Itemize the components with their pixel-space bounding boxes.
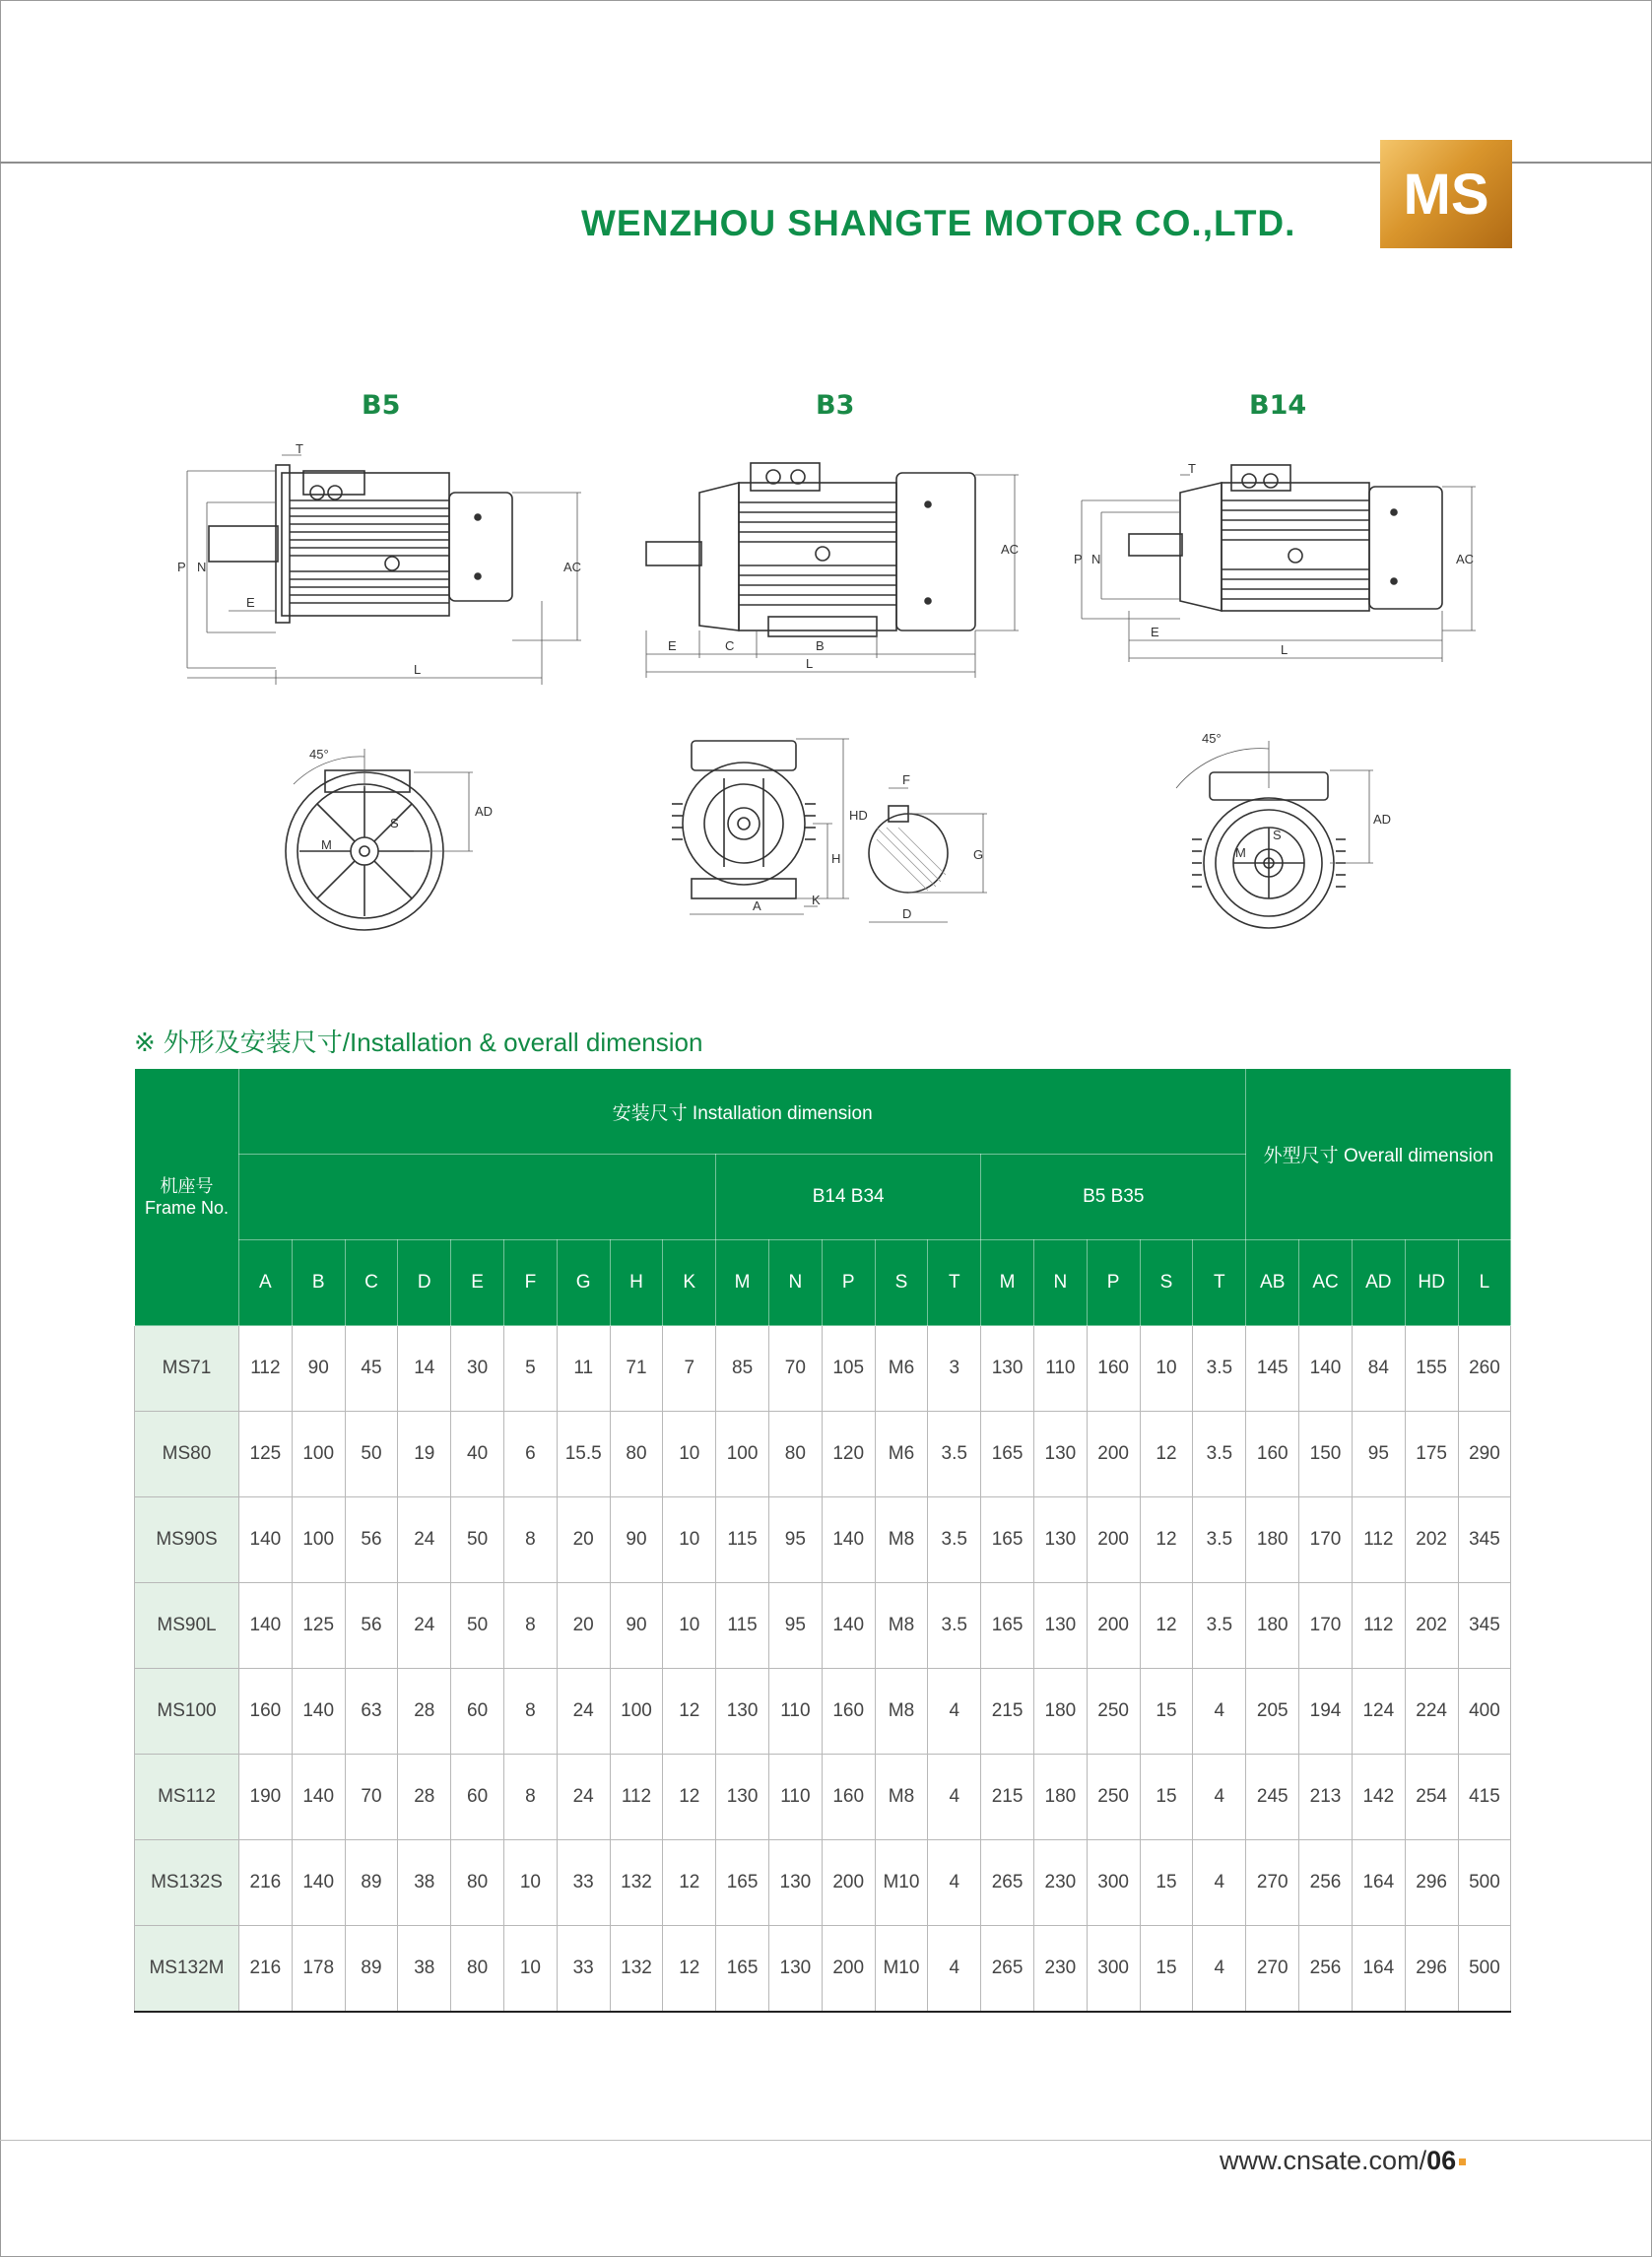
value-cell: 170 xyxy=(1299,1497,1353,1583)
value-cell: 140 xyxy=(292,1755,345,1840)
table-row xyxy=(135,1669,1511,1755)
value-cell: 215 xyxy=(981,1669,1034,1755)
value-cell: 160 xyxy=(1246,1412,1299,1497)
value-cell: 90 xyxy=(610,1497,663,1583)
value-cell: 130 xyxy=(1033,1412,1087,1497)
value-cell: 80 xyxy=(451,1840,504,1926)
column-header: G xyxy=(557,1240,610,1326)
page-mark-icon xyxy=(1459,2158,1466,2165)
value-cell: 194 xyxy=(1299,1669,1353,1755)
value-cell: M6 xyxy=(875,1412,928,1497)
b14-label-e: E xyxy=(1151,625,1159,639)
value-cell: 4 xyxy=(928,1755,981,1840)
value-cell: 140 xyxy=(239,1497,293,1583)
frame-cell: MS132S xyxy=(135,1840,239,1926)
value-cell: 15 xyxy=(1140,1669,1193,1755)
b5-label-m: M xyxy=(321,837,332,852)
value-cell: 89 xyxy=(345,1840,398,1926)
value-cell: 90 xyxy=(610,1583,663,1669)
value-cell: 200 xyxy=(1087,1497,1140,1583)
value-cell: 140 xyxy=(239,1583,293,1669)
value-cell: 85 xyxy=(716,1326,769,1412)
value-cell: 112 xyxy=(610,1755,663,1840)
value-cell: 300 xyxy=(1087,1840,1140,1926)
b3-label-b: B xyxy=(816,638,825,653)
b14-label-angle: 45° xyxy=(1202,731,1222,746)
value-cell: 3 xyxy=(928,1326,981,1412)
value-cell: 150 xyxy=(1299,1412,1353,1497)
b3-label-k: K xyxy=(812,893,821,907)
value-cell: 270 xyxy=(1246,1840,1299,1926)
value-cell: 50 xyxy=(345,1412,398,1497)
b5-label-e: E xyxy=(246,595,255,610)
value-cell: 175 xyxy=(1405,1412,1458,1497)
value-cell: M8 xyxy=(875,1669,928,1755)
b3-label-hd: HD xyxy=(849,808,868,823)
value-cell: 178 xyxy=(292,1926,345,2013)
column-header: A xyxy=(239,1240,293,1326)
table-row xyxy=(135,1926,1511,2013)
value-cell: 95 xyxy=(768,1583,822,1669)
value-cell: 230 xyxy=(1033,1926,1087,2013)
column-header: M xyxy=(716,1240,769,1326)
b14-b34-header: B14 B34 xyxy=(716,1155,981,1240)
value-cell: 112 xyxy=(1352,1497,1405,1583)
value-cell: 15 xyxy=(1140,1755,1193,1840)
value-cell: 205 xyxy=(1246,1669,1299,1755)
view-label-b5: B5 xyxy=(362,390,401,421)
value-cell: 70 xyxy=(345,1755,398,1840)
installation-dimension-header: 安装尺寸 Installation dimension xyxy=(239,1069,1246,1155)
b5-label-l: L xyxy=(414,662,422,677)
value-cell: 130 xyxy=(716,1669,769,1755)
value-cell: 3.5 xyxy=(1193,1497,1246,1583)
value-cell: 89 xyxy=(345,1926,398,2013)
value-cell: 200 xyxy=(1087,1583,1140,1669)
value-cell: 3.5 xyxy=(928,1497,981,1583)
view-label-b3: B3 xyxy=(816,390,855,421)
value-cell: 80 xyxy=(610,1412,663,1497)
b14-label-l: L xyxy=(1281,642,1289,657)
value-cell: 300 xyxy=(1087,1926,1140,2013)
value-cell: 38 xyxy=(398,1926,451,2013)
value-cell: 213 xyxy=(1299,1755,1353,1840)
column-header: P xyxy=(1087,1240,1140,1326)
column-header: AC xyxy=(1299,1240,1353,1326)
value-cell: M8 xyxy=(875,1755,928,1840)
b3-label-a: A xyxy=(753,898,761,913)
value-cell: 140 xyxy=(1299,1326,1353,1412)
b3-label-c: C xyxy=(725,638,735,653)
value-cell: 7 xyxy=(663,1326,716,1412)
column-header: T xyxy=(1193,1240,1246,1326)
value-cell: 160 xyxy=(239,1669,293,1755)
value-cell: 130 xyxy=(1033,1497,1087,1583)
value-cell: 24 xyxy=(557,1755,610,1840)
value-cell: 30 xyxy=(451,1326,504,1412)
value-cell: 24 xyxy=(398,1497,451,1583)
value-cell: 60 xyxy=(451,1669,504,1755)
value-cell: 100 xyxy=(292,1412,345,1497)
value-cell: 105 xyxy=(822,1326,875,1412)
value-cell: 8 xyxy=(503,1755,557,1840)
value-cell: 216 xyxy=(239,1840,293,1926)
b5-label-s: S xyxy=(390,816,399,830)
value-cell: 12 xyxy=(663,1926,716,2013)
reference-mark: ※ xyxy=(134,1028,156,1057)
value-cell: 70 xyxy=(768,1326,822,1412)
value-cell: 160 xyxy=(822,1755,875,1840)
value-cell: 10 xyxy=(663,1497,716,1583)
value-cell: 8 xyxy=(503,1497,557,1583)
value-cell: 12 xyxy=(1140,1412,1193,1497)
value-cell: 3.5 xyxy=(1193,1583,1246,1669)
value-cell: 5 xyxy=(503,1326,557,1412)
value-cell: M10 xyxy=(875,1926,928,2013)
value-cell: 140 xyxy=(822,1583,875,1669)
company-name: WENZHOU SHANGTE MOTOR CO.,LTD. xyxy=(581,203,1296,243)
b14-side-drawing xyxy=(1074,453,1478,670)
value-cell: 4 xyxy=(928,1926,981,2013)
footer-rule xyxy=(0,2140,1652,2141)
value-cell: 8 xyxy=(503,1669,557,1755)
value-cell: 230 xyxy=(1033,1840,1087,1926)
value-cell: 3.5 xyxy=(928,1583,981,1669)
value-cell: 10 xyxy=(503,1926,557,2013)
value-cell: 202 xyxy=(1405,1583,1458,1669)
table-row xyxy=(135,1755,1511,1840)
value-cell: 95 xyxy=(1352,1412,1405,1497)
value-cell: 290 xyxy=(1458,1412,1511,1497)
value-cell: 164 xyxy=(1352,1926,1405,2013)
b3-label-g: G xyxy=(973,847,984,862)
value-cell: 140 xyxy=(292,1840,345,1926)
value-cell: 80 xyxy=(451,1926,504,2013)
value-cell: 415 xyxy=(1458,1755,1511,1840)
value-cell: 145 xyxy=(1246,1326,1299,1412)
table-row xyxy=(135,1583,1511,1669)
value-cell: 115 xyxy=(716,1497,769,1583)
b3-side-drawing xyxy=(640,443,1034,680)
value-cell: 400 xyxy=(1458,1669,1511,1755)
value-cell: M10 xyxy=(875,1840,928,1926)
column-header: M xyxy=(981,1240,1034,1326)
column-header: D xyxy=(398,1240,451,1326)
value-cell: 125 xyxy=(239,1412,293,1497)
column-header: H xyxy=(610,1240,663,1326)
value-cell: 216 xyxy=(239,1926,293,2013)
value-cell: 50 xyxy=(451,1497,504,1583)
value-cell: 265 xyxy=(981,1926,1034,2013)
value-cell: 115 xyxy=(716,1583,769,1669)
value-cell: 20 xyxy=(557,1583,610,1669)
value-cell: 12 xyxy=(663,1755,716,1840)
b5-b35-header: B5 B35 xyxy=(981,1155,1246,1240)
value-cell: 28 xyxy=(398,1669,451,1755)
column-header-row xyxy=(135,1240,1511,1326)
frame-cell: MS90L xyxy=(135,1583,239,1669)
value-cell: 170 xyxy=(1299,1583,1353,1669)
value-cell: M6 xyxy=(875,1326,928,1412)
b14-front-drawing xyxy=(1162,729,1399,946)
value-cell: 215 xyxy=(981,1755,1034,1840)
column-header: E xyxy=(451,1240,504,1326)
b3-front-drawing xyxy=(670,729,1005,936)
b14-label-ad: AD xyxy=(1373,812,1392,827)
b5-label-angle: 45° xyxy=(309,747,329,762)
value-cell: 165 xyxy=(981,1583,1034,1669)
value-cell: 132 xyxy=(610,1840,663,1926)
b3-label-d: D xyxy=(902,906,912,921)
value-cell: 90 xyxy=(292,1326,345,1412)
b3-label-l: L xyxy=(806,656,814,671)
value-cell: 345 xyxy=(1458,1497,1511,1583)
value-cell: 254 xyxy=(1405,1755,1458,1840)
value-cell: 6 xyxy=(503,1412,557,1497)
column-header: B xyxy=(292,1240,345,1326)
table-row xyxy=(135,1326,1511,1412)
b14-label-ac: AC xyxy=(1456,552,1475,566)
value-cell: 250 xyxy=(1087,1755,1140,1840)
value-cell: 224 xyxy=(1405,1669,1458,1755)
value-cell: 142 xyxy=(1352,1755,1405,1840)
value-cell: 140 xyxy=(292,1669,345,1755)
value-cell: 500 xyxy=(1458,1840,1511,1926)
frame-cell: MS112 xyxy=(135,1755,239,1840)
value-cell: 84 xyxy=(1352,1326,1405,1412)
value-cell: 165 xyxy=(981,1412,1034,1497)
value-cell: 12 xyxy=(1140,1583,1193,1669)
value-cell: 3.5 xyxy=(1193,1412,1246,1497)
b5-label-n: N xyxy=(197,560,207,574)
base-group-header xyxy=(239,1155,716,1240)
value-cell: 10 xyxy=(663,1412,716,1497)
value-cell: 100 xyxy=(610,1669,663,1755)
value-cell: 165 xyxy=(716,1926,769,2013)
section-title-text: 外形及安装尺寸/Installation & overall dimension xyxy=(163,1028,703,1057)
frame-cell: MS90S xyxy=(135,1497,239,1583)
table-body xyxy=(135,1326,1511,2013)
value-cell: 345 xyxy=(1458,1583,1511,1669)
value-cell: 265 xyxy=(981,1840,1034,1926)
b3-label-f: F xyxy=(902,772,910,787)
b3-label-ac: AC xyxy=(1001,542,1020,557)
value-cell: 110 xyxy=(1033,1326,1087,1412)
value-cell: 10 xyxy=(503,1840,557,1926)
table-row xyxy=(135,1840,1511,1926)
value-cell: 130 xyxy=(768,1840,822,1926)
table-row xyxy=(135,1497,1511,1583)
value-cell: 12 xyxy=(1140,1497,1193,1583)
value-cell: 112 xyxy=(1352,1583,1405,1669)
column-header: F xyxy=(503,1240,557,1326)
value-cell: 50 xyxy=(451,1583,504,1669)
value-cell: 4 xyxy=(1193,1669,1246,1755)
value-cell: 256 xyxy=(1299,1926,1353,2013)
b14-label-m: M xyxy=(1235,845,1246,860)
ms-logo: MS xyxy=(1380,140,1512,248)
b14-label-s: S xyxy=(1273,828,1282,842)
value-cell: 270 xyxy=(1246,1926,1299,2013)
value-cell: 38 xyxy=(398,1840,451,1926)
value-cell: M8 xyxy=(875,1497,928,1583)
b5-label-t: T xyxy=(296,441,303,456)
value-cell: 155 xyxy=(1405,1326,1458,1412)
value-cell: 20 xyxy=(557,1497,610,1583)
column-header: T xyxy=(928,1240,981,1326)
value-cell: 190 xyxy=(239,1755,293,1840)
value-cell: 164 xyxy=(1352,1840,1405,1926)
value-cell: 112 xyxy=(239,1326,293,1412)
value-cell: 256 xyxy=(1299,1840,1353,1926)
value-cell: 124 xyxy=(1352,1669,1405,1755)
value-cell: 130 xyxy=(768,1926,822,2013)
b5-label-ac: AC xyxy=(563,560,582,574)
column-header: L xyxy=(1458,1240,1511,1326)
value-cell: 120 xyxy=(822,1412,875,1497)
frame-cell: MS100 xyxy=(135,1669,239,1755)
value-cell: 245 xyxy=(1246,1755,1299,1840)
value-cell: 24 xyxy=(557,1669,610,1755)
value-cell: 100 xyxy=(716,1412,769,1497)
view-label-b14: B14 xyxy=(1249,390,1307,421)
value-cell: 100 xyxy=(292,1497,345,1583)
value-cell: 132 xyxy=(610,1926,663,2013)
value-cell: 110 xyxy=(768,1669,822,1755)
value-cell: 125 xyxy=(292,1583,345,1669)
column-header: C xyxy=(345,1240,398,1326)
value-cell: 160 xyxy=(822,1669,875,1755)
value-cell: 71 xyxy=(610,1326,663,1412)
value-cell: 11 xyxy=(557,1326,610,1412)
value-cell: 33 xyxy=(557,1926,610,2013)
value-cell: 165 xyxy=(716,1840,769,1926)
value-cell: 180 xyxy=(1033,1755,1087,1840)
column-header: N xyxy=(1033,1240,1087,1326)
value-cell: 12 xyxy=(663,1669,716,1755)
value-cell: 28 xyxy=(398,1755,451,1840)
b5-label-ad: AD xyxy=(475,804,494,819)
value-cell: 250 xyxy=(1087,1669,1140,1755)
b3-label-e: E xyxy=(668,638,677,653)
column-header: HD xyxy=(1405,1240,1458,1326)
column-header: AB xyxy=(1246,1240,1299,1326)
value-cell: 15 xyxy=(1140,1840,1193,1926)
value-cell: 202 xyxy=(1405,1497,1458,1583)
b14-label-n: N xyxy=(1091,552,1101,566)
column-header: P xyxy=(822,1240,875,1326)
value-cell: 56 xyxy=(345,1583,398,1669)
value-cell: 200 xyxy=(822,1926,875,2013)
frame-cell: MS71 xyxy=(135,1326,239,1412)
frame-no-header-cn: 机座号 xyxy=(160,1176,214,1196)
value-cell: 63 xyxy=(345,1669,398,1755)
value-cell: 95 xyxy=(768,1497,822,1583)
value-cell: 80 xyxy=(768,1412,822,1497)
value-cell: 140 xyxy=(822,1497,875,1583)
column-header: S xyxy=(1140,1240,1193,1326)
value-cell: 19 xyxy=(398,1412,451,1497)
value-cell: 4 xyxy=(928,1840,981,1926)
value-cell: 15.5 xyxy=(557,1412,610,1497)
value-cell: 180 xyxy=(1246,1497,1299,1583)
table-row xyxy=(135,1412,1511,1497)
value-cell: 130 xyxy=(716,1755,769,1840)
value-cell: 3.5 xyxy=(928,1412,981,1497)
value-cell: 165 xyxy=(981,1497,1034,1583)
column-header: AD xyxy=(1352,1240,1405,1326)
value-cell: 33 xyxy=(557,1840,610,1926)
value-cell: 4 xyxy=(1193,1755,1246,1840)
value-cell: 10 xyxy=(1140,1326,1193,1412)
value-cell: 15 xyxy=(1140,1926,1193,2013)
dimension-table xyxy=(134,1068,1511,2013)
b14-label-t: T xyxy=(1188,461,1196,476)
overall-dimension-header: 外型尺寸 Overall dimension xyxy=(1246,1069,1511,1240)
frame-cell: MS80 xyxy=(135,1412,239,1497)
value-cell: 24 xyxy=(398,1583,451,1669)
value-cell: 60 xyxy=(451,1755,504,1840)
value-cell: 14 xyxy=(398,1326,451,1412)
value-cell: 3.5 xyxy=(1193,1326,1246,1412)
value-cell: 4 xyxy=(1193,1840,1246,1926)
value-cell: 296 xyxy=(1405,1926,1458,2013)
value-cell: 4 xyxy=(1193,1926,1246,2013)
value-cell: 296 xyxy=(1405,1840,1458,1926)
column-header: K xyxy=(663,1240,716,1326)
b5-side-drawing xyxy=(167,443,601,690)
value-cell: 10 xyxy=(663,1583,716,1669)
value-cell: 40 xyxy=(451,1412,504,1497)
value-cell: 500 xyxy=(1458,1926,1511,2013)
website-url: www.cnsate.com/ xyxy=(1220,2146,1427,2175)
value-cell: 130 xyxy=(1033,1583,1087,1669)
value-cell: 180 xyxy=(1246,1583,1299,1669)
value-cell: 200 xyxy=(1087,1412,1140,1497)
frame-no-header-en: Frame No. xyxy=(144,1198,230,1218)
value-cell: 56 xyxy=(345,1497,398,1583)
value-cell: 130 xyxy=(981,1326,1034,1412)
value-cell: 8 xyxy=(503,1583,557,1669)
value-cell: 12 xyxy=(663,1840,716,1926)
column-header: S xyxy=(875,1240,928,1326)
value-cell: 4 xyxy=(928,1669,981,1755)
b14-label-p: P xyxy=(1074,552,1083,566)
value-cell: 200 xyxy=(822,1840,875,1926)
value-cell: M8 xyxy=(875,1583,928,1669)
section-title xyxy=(134,1023,702,1059)
footer xyxy=(1220,2146,1466,2176)
column-header: N xyxy=(768,1240,822,1326)
b3-label-h: H xyxy=(831,851,841,866)
frame-no-header xyxy=(135,1069,239,1326)
value-cell: 160 xyxy=(1087,1326,1140,1412)
value-cell: 45 xyxy=(345,1326,398,1412)
page-number: 06 xyxy=(1426,2146,1457,2175)
value-cell: 180 xyxy=(1033,1669,1087,1755)
b5-label-p: P xyxy=(177,560,186,574)
value-cell: 110 xyxy=(768,1755,822,1840)
frame-cell: MS132M xyxy=(135,1926,239,2013)
value-cell: 260 xyxy=(1458,1326,1511,1412)
b5-front-drawing xyxy=(266,729,493,936)
